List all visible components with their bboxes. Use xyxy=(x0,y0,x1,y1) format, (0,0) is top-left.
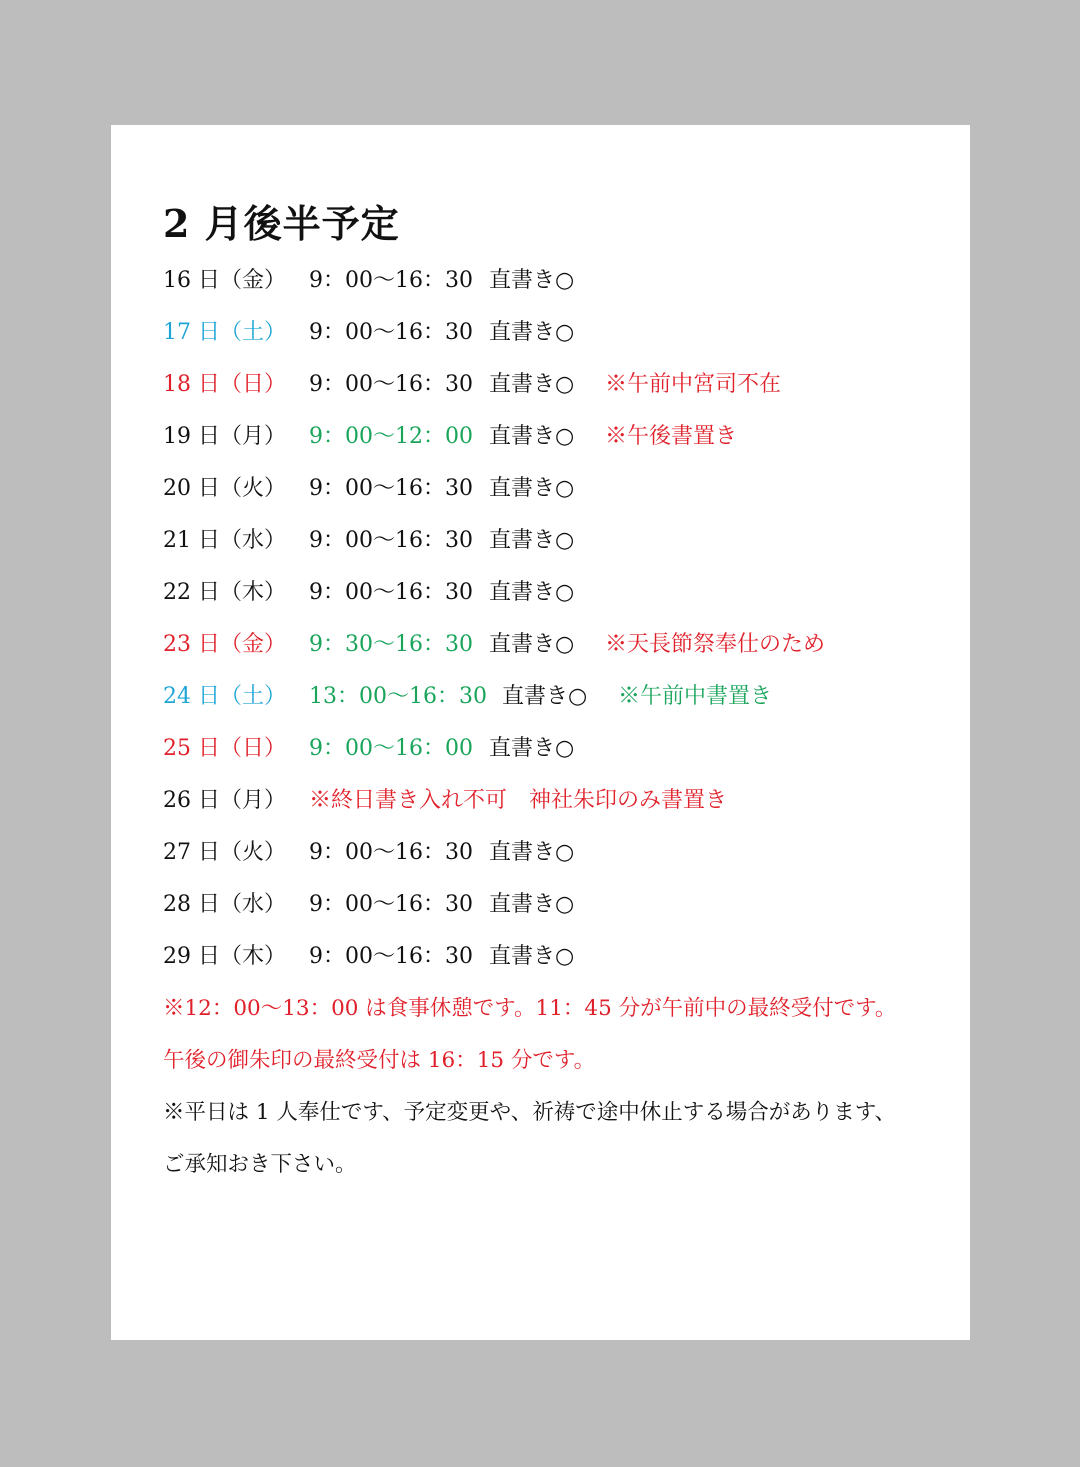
schedule-row xyxy=(163,261,963,301)
note-afternoon-deadline: 午後の御朱印の最終受付は 16：15 分です。 xyxy=(163,1048,596,1073)
schedule-row xyxy=(163,625,963,665)
schedule-row xyxy=(163,937,963,977)
row-date: 23 日（金） xyxy=(163,632,286,657)
row-note: ※午前中書置き xyxy=(618,684,773,709)
row-status: 直書き○ xyxy=(489,840,575,865)
schedule-row xyxy=(163,729,963,769)
row-date: 16 日（金） xyxy=(163,268,286,293)
row-date: 20 日（火） xyxy=(163,476,286,501)
row-status: 直書き○ xyxy=(502,684,588,709)
schedule-row xyxy=(163,417,963,457)
row-status: 直書き○ xyxy=(489,580,575,605)
row-closed-note: ※終日書き入れ不可 神社朱印のみ書置き xyxy=(309,788,728,813)
row-time: 9：00～16：30 xyxy=(309,528,473,553)
row-time: 13：00～16：30 xyxy=(309,684,487,709)
row-status: 直書き○ xyxy=(489,372,575,397)
row-note: ※午後書置き xyxy=(605,424,738,449)
row-date: 19 日（月） xyxy=(163,424,286,449)
row-time: 9：00～16：30 xyxy=(309,476,473,501)
row-status: 直書き○ xyxy=(489,892,575,917)
row-date: 26 日（月） xyxy=(163,788,286,813)
row-status: 直書き○ xyxy=(489,476,575,501)
schedule-row xyxy=(163,573,963,613)
row-date: 29 日（木） xyxy=(163,944,286,969)
row-time: 9：30～16：30 xyxy=(309,632,473,657)
row-status: 直書き○ xyxy=(489,268,575,293)
row-time: 9：00～16：00 xyxy=(309,736,473,761)
row-time: 9：00～16：30 xyxy=(309,580,473,605)
row-time: 9：00～16：30 xyxy=(309,268,473,293)
row-time: 9：00～12：00 xyxy=(309,424,473,449)
row-date: 21 日（水） xyxy=(163,528,286,553)
row-time: 9：00～16：30 xyxy=(309,320,473,345)
schedule-row xyxy=(163,521,963,561)
schedule-row xyxy=(163,885,963,925)
schedule-row xyxy=(163,469,963,509)
row-time: 9：00～16：30 xyxy=(309,944,473,969)
row-status: 直書き○ xyxy=(489,528,575,553)
row-date: 28 日（水） xyxy=(163,892,286,917)
row-status: 直書き○ xyxy=(489,424,575,449)
row-time: 9：00～16：30 xyxy=(309,372,473,397)
row-time: 9：00～16：30 xyxy=(309,892,473,917)
schedule-row xyxy=(163,365,963,405)
note-weekday: ※平日は 1 人奉仕です、予定変更や、祈祷で途中休止する場合があります、 xyxy=(163,1100,896,1125)
row-status: 直書き○ xyxy=(489,320,575,345)
row-status: 直書き○ xyxy=(489,632,575,657)
row-note: ※天長節祭奉仕のため xyxy=(605,632,826,657)
schedule-row xyxy=(163,677,963,717)
document-title: 2 月後半予定 xyxy=(163,201,400,246)
schedule-document xyxy=(111,125,970,1340)
note-closing: ご承知おき下さい。 xyxy=(163,1152,357,1177)
row-date: 17 日（土） xyxy=(163,320,286,345)
row-date: 25 日（日） xyxy=(163,736,286,761)
row-status: 直書き○ xyxy=(489,944,575,969)
row-date: 18 日（日） xyxy=(163,372,286,397)
row-date: 22 日（木） xyxy=(163,580,286,605)
schedule-row xyxy=(163,781,963,821)
row-date: 24 日（土） xyxy=(163,684,286,709)
row-time: 9：00～16：30 xyxy=(309,840,473,865)
schedule-row xyxy=(163,313,963,353)
row-date: 27 日（火） xyxy=(163,840,286,865)
note-lunch-break: ※12：00～13：00 は食事休憩です。11：45 分が午前中の最終受付です。 xyxy=(163,996,897,1021)
row-note: ※午前中宮司不在 xyxy=(605,372,782,397)
row-status: 直書き○ xyxy=(489,736,575,761)
schedule-row xyxy=(163,833,963,873)
